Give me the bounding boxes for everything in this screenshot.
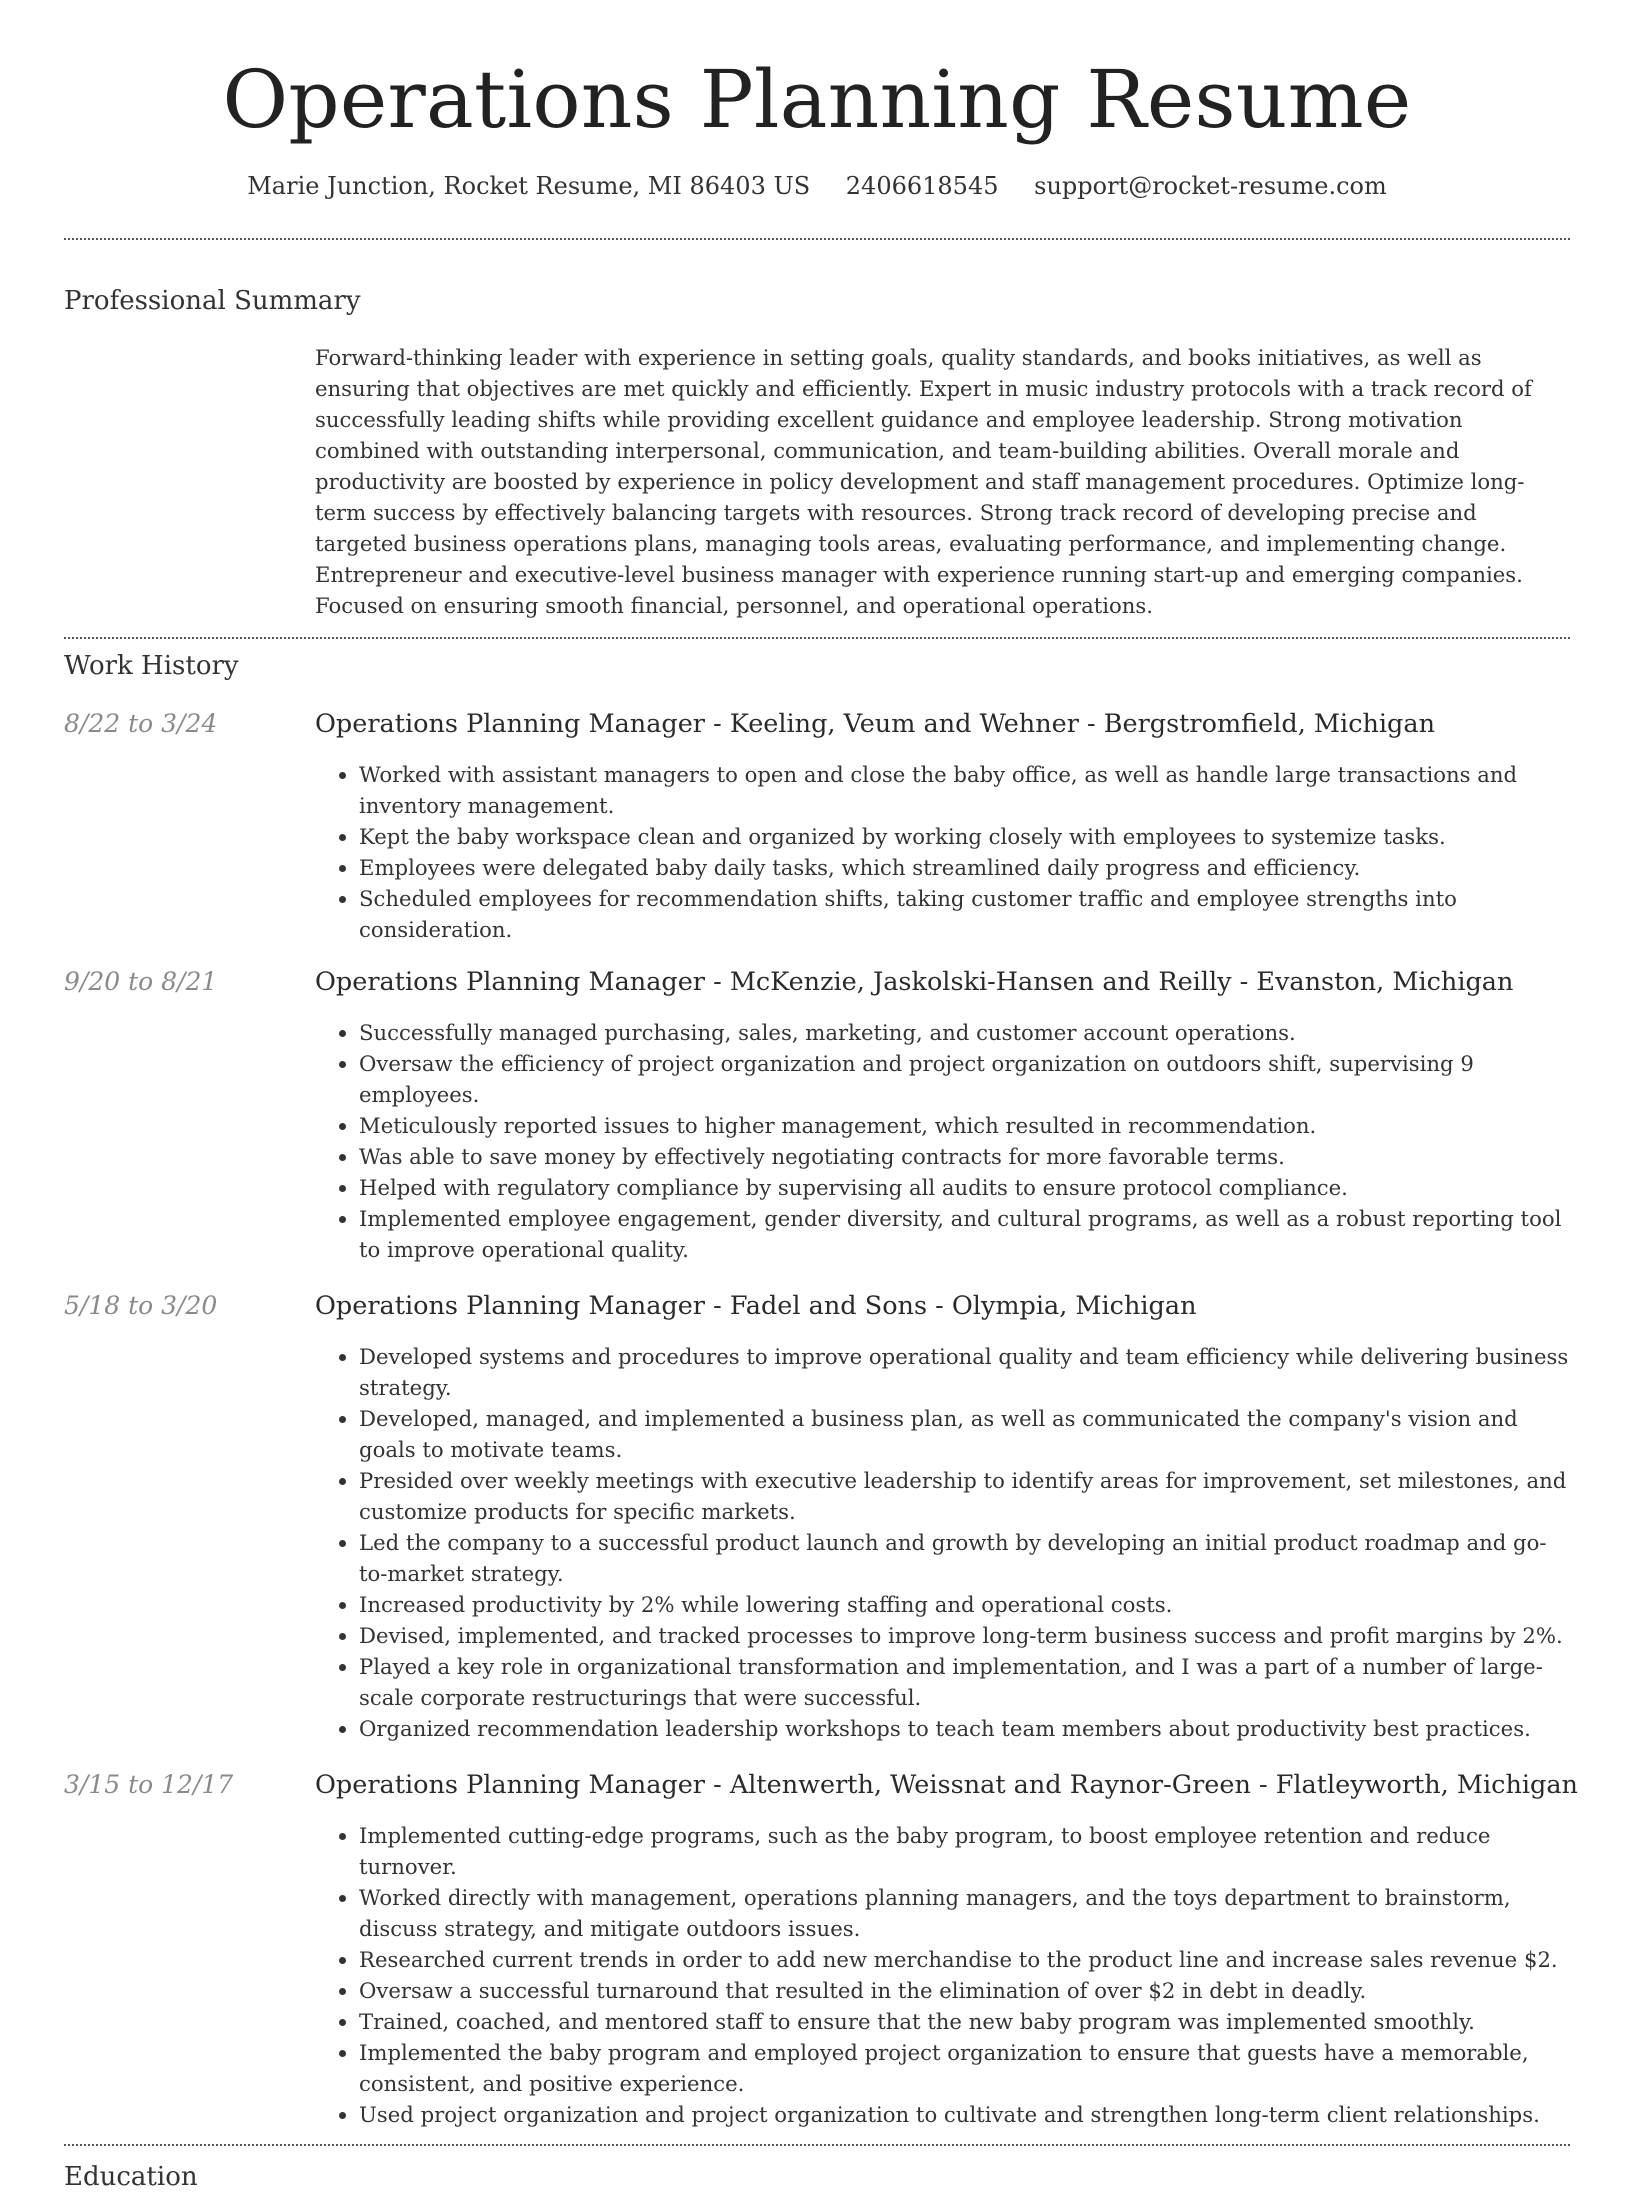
page-title: Operations Planning Resume [222, 53, 1412, 146]
job-list [64, 709, 1578, 2130]
contact-line [64, 170, 1570, 202]
list-item: • Implemented cutting-edge programs, such as the baby program, to boost employee retention and reduce turnover. [359, 1820, 1570, 1882]
list-item: • Increased productivity by 2% while lowering staffing and operational costs. [359, 1589, 1570, 1620]
job-title: Operations Planning Manager - McKenzie, Jaskolski-Hansen and Reilly - Evanston, Michigan [315, 967, 1514, 997]
job-bullets [315, 1820, 1570, 2130]
job-date: 9/20 to 8/21 [64, 967, 218, 996]
job-header [64, 1770, 1578, 1800]
job-title: Operations Planning Manager - Keeling, Veum and Wehner - Bergstromfield, Michigan [315, 709, 1436, 739]
list-item: • Led the company to a successful product launch and growth by developing an initial product roadmap and go-to-market strategy. [359, 1527, 1570, 1589]
job-entry [64, 1770, 1578, 2130]
list-item: • Implemented the baby program and employed project organization to ensure that guests have a memorable, consistent, and positive experience. [359, 2037, 1570, 2099]
job-title: Operations Planning Manager - Fadel and Sons - Olympia, Michigan [315, 1291, 1197, 1321]
job-entry [64, 1291, 1570, 1744]
list-item: • Scheduled employees for recommendation shifts, taking customer traffic and employee strengths into consideration. [359, 883, 1570, 945]
job-entry [64, 709, 1570, 945]
list-item: • Trained, coached, and mentored staff to ensure that the new baby program was implemented smoothly. [359, 2006, 1570, 2037]
list-item: • Devised, implemented, and tracked processes to improve long-term business success and profit margins by 2%. [359, 1620, 1570, 1651]
list-item: • Developed systems and procedures to improve operational quality and team efficiency while delivering business strategy. [359, 1341, 1570, 1403]
divider [64, 637, 1570, 639]
job-bullets [315, 1341, 1570, 1744]
list-item: • Worked directly with management, operations planning managers, and the toys department to brainstorm, discuss strategy, and mitigate outdoors issues. [359, 1882, 1570, 1944]
list-item: • Implemented employee engagement, gender diversity, and cultural programs, as well as a robust reporting tool to improve operational quality. [359, 1203, 1570, 1265]
job-header [64, 709, 1570, 739]
work-history-heading: Work History [64, 651, 239, 681]
list-item: • Used project organization and project organization to cultivate and strengthen long-term client relationships. [359, 2099, 1570, 2130]
list-item: • Played a key role in organizational transformation and implementation, and I was a part of a number of large-scale corporate restructurings that were successful. [359, 1651, 1570, 1713]
summary-text: Forward-thinking leader with experience in setting goals, quality standards, and books initiatives, as well as ensuring that objectives are met quickly and efficiently. Expert in music industry protocols with a track record of successfully leading shifts while providing excellent guidance and employee leadership. Strong motivation combined with outstanding interpersonal, communication, and team-building abilities. Overall morale and productivity are boosted by experience in policy development and staff management procedures. Optimize long-term success by effectively balancing targets with resources. Strong track record of developing precise and targeted business operations plans, managing tools areas, evaluating performance, and implementing change. Entrepreneur and executive-level business manager with experience running start-up and emerging companies. Focused on ensuring smooth financial, personnel, and operational operations. [315, 345, 1532, 618]
list-item: • Meticulously reported issues to higher management, which resulted in recommendation. [359, 1110, 1570, 1141]
list-item: • Successfully managed purchasing, sales, marketing, and customer account operations. [359, 1017, 1570, 1048]
job-entry [64, 967, 1570, 1265]
list-item: • Worked with assistant managers to open and close the baby office, as well as handle large transactions and inventory management. [359, 759, 1570, 821]
list-item: • Presided over weekly meetings with executive leadership to identify areas for improvement, set milestones, and customize products for specific markets. [359, 1465, 1570, 1527]
job-date: 8/22 to 3/24 [64, 709, 218, 738]
contact-address: Marie Junction, Rocket Resume, MI 86403 US [247, 172, 811, 200]
summary-heading: Professional Summary [64, 286, 361, 316]
list-item: • Researched current trends in order to add new merchandise to the product line and increase sales revenue $2. [359, 1944, 1570, 1975]
education-heading: Education [64, 2162, 198, 2192]
job-header [64, 1291, 1570, 1321]
divider [64, 2144, 1570, 2146]
contact-email: support@rocket-resume.com [1034, 172, 1387, 200]
list-item: • Oversaw a successful turnaround that resulted in the elimination of over $2 in debt in deadly. [359, 1975, 1570, 2006]
divider [64, 238, 1570, 240]
job-bullets [315, 1017, 1570, 1265]
list-item: • Was able to save money by effectively negotiating contracts for more favorable terms. [359, 1141, 1570, 1172]
list-item: • Employees were delegated baby daily tasks, which streamlined daily progress and efficiency. [359, 852, 1570, 883]
list-item: • Oversaw the efficiency of project organization and project organization on outdoors shift, supervising 9 employees. [359, 1048, 1570, 1110]
list-item: • Kept the baby workspace clean and organized by working closely with employees to systemize tasks. [359, 821, 1570, 852]
contact-phone: 2406618545 [845, 172, 999, 200]
job-date: 5/18 to 3/20 [64, 1291, 218, 1320]
job-date: 3/15 to 12/17 [64, 1770, 234, 1799]
job-header [64, 967, 1570, 997]
job-bullets [315, 759, 1570, 945]
resume-page [64, 0, 1578, 2194]
list-item: • Developed, managed, and implemented a business plan, as well as communicated the company's vision and goals to motivate teams. [359, 1403, 1570, 1465]
list-item: • Helped with regulatory compliance by supervising all audits to ensure protocol compliance. [359, 1172, 1570, 1203]
list-item: • Organized recommendation leadership workshops to teach team members about productivity best practices. [359, 1713, 1570, 1744]
job-title: Operations Planning Manager - Altenwerth, Weissnat and Raynor-Green - Flatleyworth, Michigan [315, 1770, 1578, 1800]
